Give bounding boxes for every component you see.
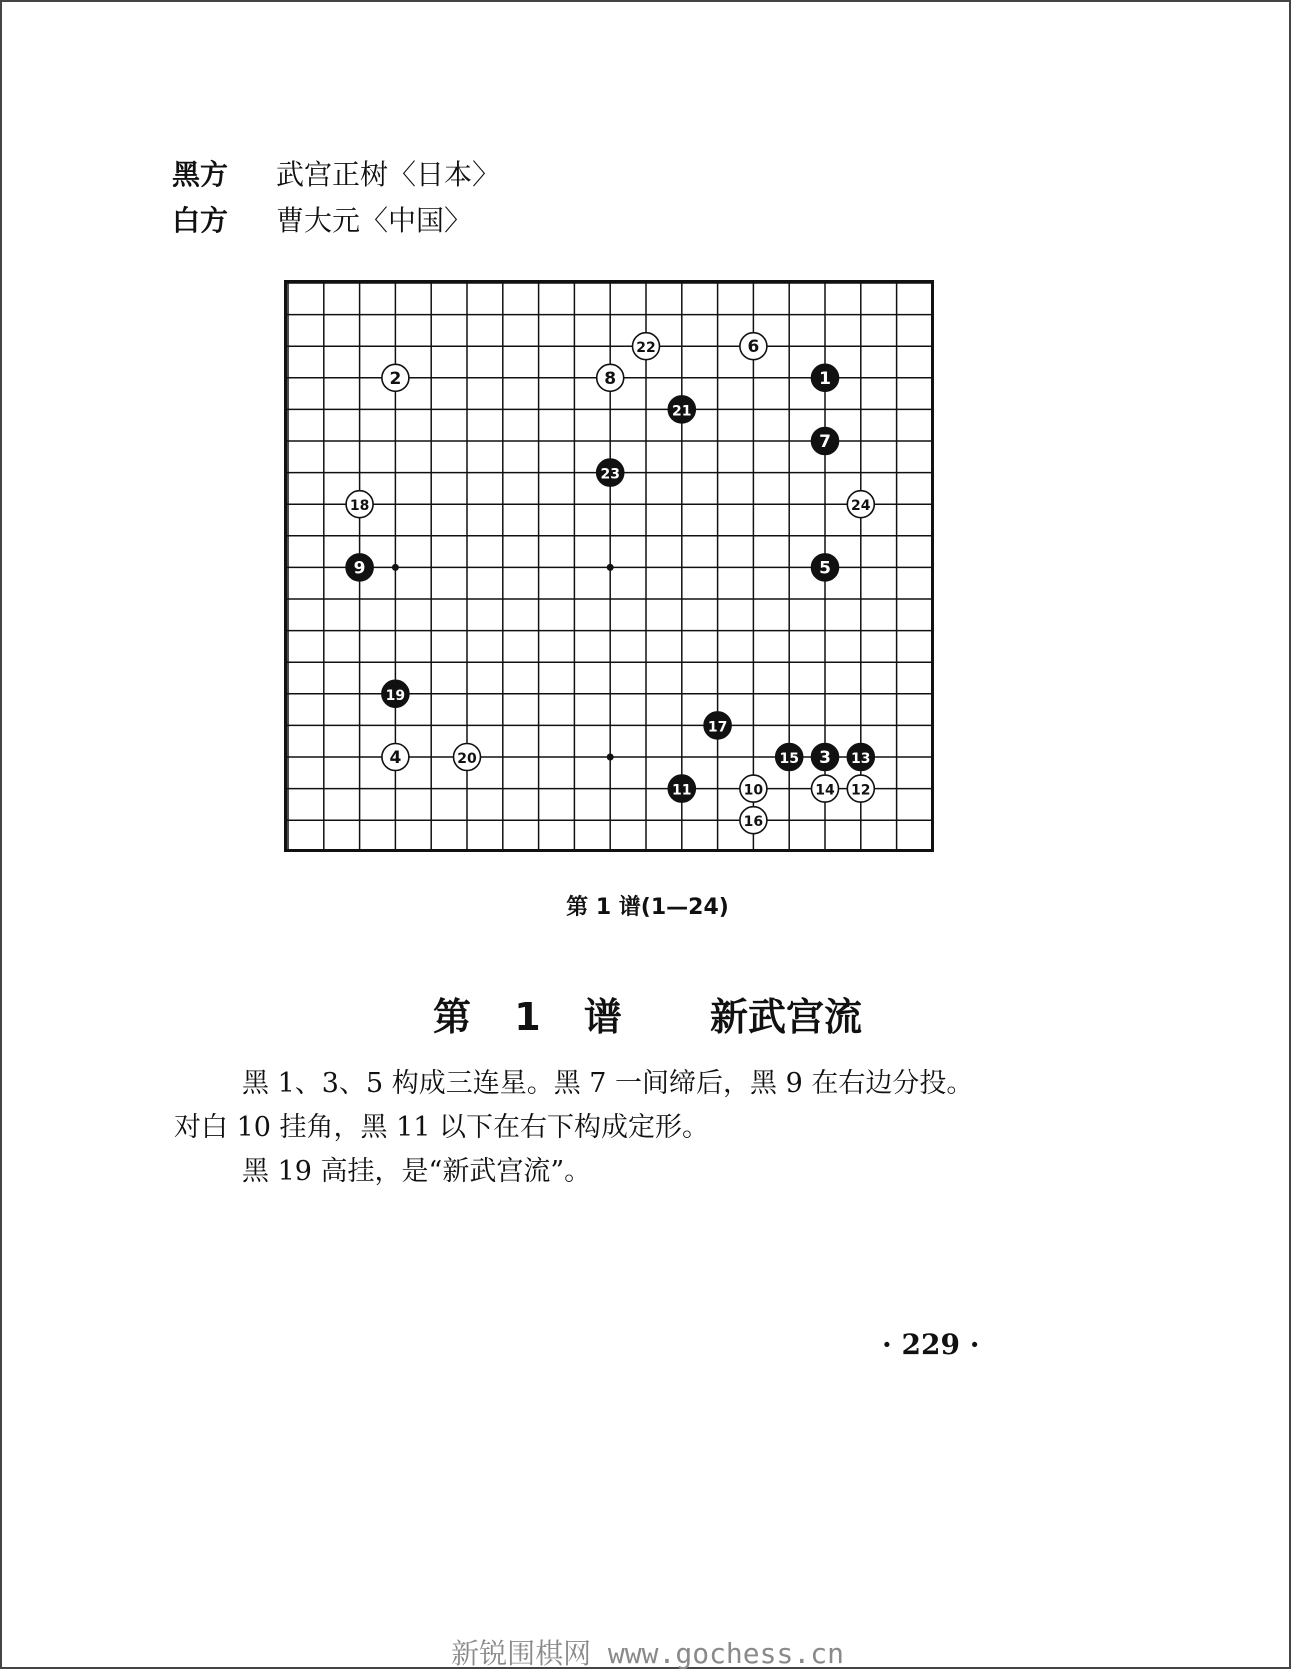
white-stone xyxy=(346,491,373,518)
move-number: 2 xyxy=(389,368,402,389)
section-name: 新武宫流 xyxy=(709,995,862,1039)
move-number: 16 xyxy=(743,814,764,831)
commentary-paragraph: 对白 10 挂角，黑 11 以下在右下构成定形。 xyxy=(174,1112,710,1143)
black-stone xyxy=(812,364,839,391)
move-number: 19 xyxy=(385,687,406,704)
move-number: 4 xyxy=(389,748,402,768)
black-stone xyxy=(346,554,373,581)
move-number: 18 xyxy=(349,498,370,515)
page-number: · 229 · xyxy=(882,1328,980,1361)
white-stone xyxy=(812,775,839,802)
white-stone xyxy=(740,333,767,360)
black-stone xyxy=(668,396,695,423)
move-number: 9 xyxy=(353,558,366,579)
move-number: 22 xyxy=(636,340,656,357)
move-number: 1 xyxy=(819,368,831,389)
move-number: 21 xyxy=(672,403,692,420)
black-stone xyxy=(704,712,731,739)
move-number: 3 xyxy=(819,748,831,768)
move-number: 13 xyxy=(851,751,871,767)
move-number: 24 xyxy=(851,498,871,515)
black-stone xyxy=(382,680,409,707)
move-number: 12 xyxy=(851,782,871,799)
watermark: 新锐围棋网 www.gochess.cn xyxy=(451,1637,844,1670)
move-number: 15 xyxy=(779,751,799,767)
move-number: 10 xyxy=(743,782,764,799)
player-white-row xyxy=(172,198,500,244)
section-title xyxy=(2,986,1291,1041)
black-stone xyxy=(812,744,839,771)
black-stone xyxy=(812,554,839,581)
black-stone xyxy=(597,459,624,486)
star-point xyxy=(607,754,614,761)
white-stone xyxy=(740,775,767,802)
commentary-paragraph: 黑 1、3、5 构成三连星。黑 7 一间缔后，黑 9 在右边分投。 xyxy=(242,1068,974,1099)
move-number: 20 xyxy=(457,751,477,767)
white-stone xyxy=(847,491,874,518)
move-number: 5 xyxy=(819,558,831,579)
player-name-black: 武宫正树〈日本〉 xyxy=(276,158,501,191)
player-info xyxy=(172,152,500,244)
commentary-paragraph: 黑 19 高挂，是“新武宫流”。 xyxy=(242,1156,592,1187)
go-board-diagram xyxy=(284,280,934,852)
move-number: 8 xyxy=(604,368,617,389)
move-number: 23 xyxy=(600,466,620,483)
move-number: 7 xyxy=(819,432,831,452)
white-stone xyxy=(382,364,409,391)
move-number: 11 xyxy=(672,782,692,799)
black-stone xyxy=(668,775,695,802)
diagram-caption: 第 1 谱(1—24) xyxy=(566,895,729,920)
move-number: 17 xyxy=(707,719,728,736)
player-role-white: 白方 xyxy=(172,204,229,237)
black-stone xyxy=(812,428,839,455)
white-stone xyxy=(454,744,481,771)
player-role-black: 黑方 xyxy=(172,158,229,191)
white-stone xyxy=(740,807,767,834)
player-black-row xyxy=(172,152,500,198)
player-name-white: 曹大元〈中国〉 xyxy=(276,204,473,237)
white-stone xyxy=(382,744,409,771)
star-point xyxy=(607,564,614,571)
white-stone xyxy=(847,775,874,802)
black-stone xyxy=(847,744,874,771)
white-stone xyxy=(633,333,660,360)
black-stone xyxy=(776,744,803,771)
move-number: 14 xyxy=(815,782,835,799)
section-number: 第 1 谱 xyxy=(433,995,622,1039)
star-point xyxy=(392,564,399,571)
commentary xyxy=(174,1062,1074,1194)
white-stone xyxy=(597,364,624,391)
move-number: 6 xyxy=(747,337,760,358)
